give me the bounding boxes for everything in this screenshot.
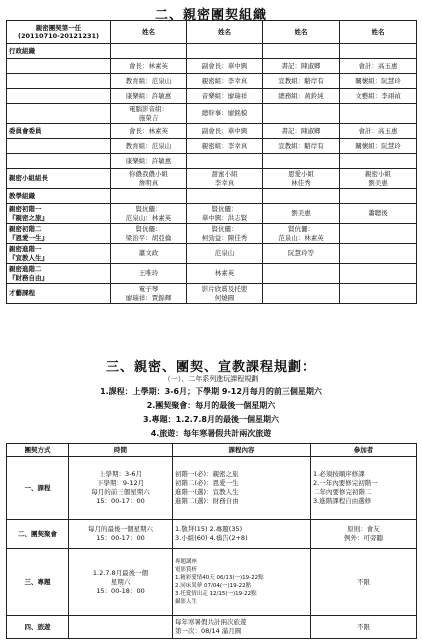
org-row bbox=[7, 104, 417, 124]
row-label: 親密初階二 『恩愛一生』 bbox=[7, 224, 111, 244]
org-cell: 你儂我儂小組 詹明真 bbox=[111, 169, 187, 189]
org-cell: 會長：林素英 bbox=[111, 124, 187, 139]
org-cell bbox=[111, 189, 187, 204]
rule-1: 1.課程：上學期：3-6月；下學期 9-12月每月的前三個星期六 bbox=[100, 387, 322, 396]
org-cell bbox=[340, 44, 417, 59]
row-label: 親密進階二 『財務自由』 bbox=[7, 264, 111, 284]
org-cell: 蕭文政 bbox=[111, 244, 187, 264]
name-header: 姓名 bbox=[340, 21, 417, 44]
name-header: 姓名 bbox=[263, 21, 340, 44]
org-cell bbox=[340, 189, 417, 204]
curriculum-time: 每月的最後一個星期六 15：00-17：00 bbox=[69, 520, 173, 549]
org-row bbox=[7, 154, 417, 169]
org-cell: 關懷組：阮慧玲 bbox=[340, 139, 417, 154]
org-cell bbox=[340, 284, 417, 304]
org-row bbox=[7, 124, 417, 139]
org-cell: 康樂組：許敏惠 bbox=[111, 89, 187, 104]
row-label bbox=[7, 89, 111, 104]
org-cell: 劉美惠 bbox=[263, 204, 340, 224]
org-cell: 副會長：華中興 bbox=[187, 124, 263, 139]
row-label bbox=[7, 104, 111, 124]
name-header: 姓名 bbox=[111, 21, 187, 44]
curriculum-row bbox=[7, 520, 417, 549]
row-label bbox=[7, 139, 111, 154]
header-participants: 參加者 bbox=[311, 444, 417, 457]
org-cell: 蕭聰後 bbox=[340, 204, 417, 224]
section3-title: 三、親密、團契、宣教課程規劃： bbox=[105, 360, 316, 375]
curriculum-content: 初階一(必)：親密之旅 初階二(必)：恩愛一生 進階一(選)：宣教人生 進階二(選)：財務自由 bbox=[173, 457, 311, 520]
section3-subtitle: （一）、二年系列進玩課程規劃 bbox=[163, 375, 259, 383]
row-label: 教學組織 bbox=[7, 189, 111, 204]
org-row bbox=[7, 59, 417, 74]
org-cell bbox=[263, 44, 340, 59]
term-title: 親密團契第一任 bbox=[35, 23, 82, 32]
org-row bbox=[7, 264, 417, 284]
rule-3: 3.專題：1.2.7.8月的最後一個星期六 bbox=[143, 415, 279, 424]
org-cell: 電子琴 廖瑞祥：賈錦輝 bbox=[111, 284, 187, 304]
org-row bbox=[7, 244, 417, 264]
curriculum-content: 每年寒暑假共計兩次旅遊 第一次：08/14 滿月圓 bbox=[173, 616, 311, 639]
org-cell: 恩愛小組 林佳秀 bbox=[263, 169, 340, 189]
org-cell: 王唯玲 bbox=[111, 264, 187, 284]
org-cell: 康樂組：許敏惠 bbox=[111, 154, 187, 169]
row-label: 委員會委員 bbox=[7, 124, 111, 139]
curriculum-time: 1.2.7.8月最後一個 星期六 15：00-18：00 bbox=[69, 549, 173, 616]
org-cell: 賢伉儷： 梁治平：胡亞倫 bbox=[111, 224, 187, 244]
org-cell bbox=[111, 44, 187, 59]
row-label: 才藝課程 bbox=[7, 284, 111, 304]
org-cell: 林素英 bbox=[187, 264, 263, 284]
org-row bbox=[7, 284, 417, 304]
org-cell: 關懷組：阮慧玲 bbox=[340, 74, 417, 89]
org-cell: 賢伉儷： 柯勁益：陳佳秀 bbox=[187, 224, 263, 244]
curriculum-row bbox=[7, 616, 417, 639]
curriculum-time: 上學期：3-6月 下學期：9-12月 每月的前三個星期六 15：00-17：00 bbox=[69, 457, 173, 520]
org-cell: 教育組：范泉山 bbox=[111, 139, 187, 154]
curriculum-type: 四、旅遊 bbox=[7, 616, 69, 639]
org-cell: 文藝組：李翊禎 bbox=[340, 89, 417, 104]
row-label bbox=[7, 74, 111, 89]
org-cell bbox=[263, 189, 340, 204]
org-cell bbox=[263, 284, 340, 304]
org-cell bbox=[340, 154, 417, 169]
org-cell bbox=[340, 244, 417, 264]
org-cell: 親密組：李幸真 bbox=[187, 139, 263, 154]
row-label: 親密小組組長 bbox=[7, 169, 111, 189]
org-cell: 親密小組 劉美惠 bbox=[340, 169, 417, 189]
curriculum-participants: 原則：會友 例外：可旁聽 bbox=[311, 520, 417, 549]
org-cell: 會計：高玉惠 bbox=[340, 59, 417, 74]
curriculum-participants: 不限 bbox=[311, 616, 417, 639]
org-cell: 會長：林素英 bbox=[111, 59, 187, 74]
term-label bbox=[7, 21, 111, 44]
curriculum-row bbox=[7, 457, 417, 520]
org-row bbox=[7, 224, 417, 244]
name-header: 姓名 bbox=[187, 21, 263, 44]
row-label: 行政組織 bbox=[7, 44, 111, 59]
header-type: 團契方式 bbox=[7, 444, 69, 457]
org-row bbox=[7, 169, 417, 189]
curriculum-time bbox=[69, 616, 173, 639]
section2-title: 二、親密團契組織 bbox=[154, 8, 267, 23]
org-cell bbox=[263, 104, 340, 124]
curriculum-content: 1.敬拜(15) 2.專題(35) 3.小組(60) 4.禱告(2+8) bbox=[173, 520, 311, 549]
org-row bbox=[7, 74, 417, 89]
org-cell bbox=[187, 189, 263, 204]
org-cell: 書記：陳淑卿 bbox=[263, 59, 340, 74]
org-cell: 影片欣賞及托嬰 何燒圓 bbox=[187, 284, 263, 304]
org-cell: 會計：高玉惠 bbox=[340, 124, 417, 139]
org-row bbox=[7, 189, 417, 204]
org-cell: 教育組：范泉山 bbox=[111, 74, 187, 89]
org-row bbox=[7, 44, 417, 59]
curriculum-type: 二、團契聚會 bbox=[7, 520, 69, 549]
org-cell: 甜蜜小組 李幸真 bbox=[187, 169, 263, 189]
row-label bbox=[7, 154, 111, 169]
org-cell: 音樂組：廖瑞祥 bbox=[187, 89, 263, 104]
org-cell: 總幹事：廖銘模 bbox=[187, 104, 263, 124]
org-cell bbox=[340, 104, 417, 124]
rule-4: 4.旅遊：每年寒暑假共計兩次旅遊 bbox=[150, 429, 272, 438]
org-cell bbox=[263, 264, 340, 284]
header-time: 時間 bbox=[69, 444, 173, 457]
header-content: 課程內容 bbox=[173, 444, 311, 457]
org-cell: 賢伉儷： 范泉山：林素英 bbox=[111, 204, 187, 224]
curriculum-content: 專題講座 電影賞析 1.精彩愛情40天 06/13(一)19-22點 2.同床異夢 07/04(一)19-22點 3.托愛情出走 12/15(一)19-22點 攝影人生 bbox=[173, 549, 311, 616]
row-label bbox=[7, 59, 111, 74]
org-cell: 阮慧玲等 bbox=[263, 244, 340, 264]
row-label: 親密初階一 『親密之旅』 bbox=[7, 204, 111, 224]
org-cell: 電腦影音組： 施榮吉 bbox=[111, 104, 187, 124]
org-row bbox=[7, 139, 417, 154]
org-cell: 副會長：華中興 bbox=[187, 59, 263, 74]
org-cell: 賢伉儷： 范泉山：林素英 bbox=[263, 224, 340, 244]
org-cell bbox=[340, 224, 417, 244]
org-cell bbox=[263, 154, 340, 169]
row-label: 親密進階一 『宣教人生』 bbox=[7, 244, 111, 264]
org-cell: 范泉山 bbox=[187, 244, 263, 264]
org-cell bbox=[187, 154, 263, 169]
org-cell bbox=[187, 44, 263, 59]
org-row bbox=[7, 204, 417, 224]
org-cell: 書記：陳淑卿 bbox=[263, 124, 340, 139]
curriculum-type: 三、專題 bbox=[7, 549, 69, 616]
curriculum-participants: 1.必須按順序修課 2.一年內要修完初階一 二年內要修完初階二 3.進階課程自由選修 bbox=[311, 457, 417, 520]
organization-table bbox=[6, 20, 417, 304]
org-cell bbox=[340, 264, 417, 284]
curriculum-row bbox=[7, 549, 417, 616]
org-header-row bbox=[7, 21, 417, 44]
org-cell: 宣教組：駱岸有 bbox=[263, 139, 340, 154]
org-cell: 親密組：李幸真 bbox=[187, 74, 263, 89]
term-dates: (20110710-20121231) bbox=[17, 32, 99, 40]
org-cell: 宣教組：駱岸有 bbox=[263, 74, 340, 89]
org-cell: 賢伉儷： 華中興：洪志賢 bbox=[187, 204, 263, 224]
curriculum-type: 一、課程 bbox=[7, 457, 69, 520]
rule-2: 2.團契聚會：每月的最後一個星期六 bbox=[146, 401, 276, 410]
curriculum-participants: 不限 bbox=[311, 549, 417, 616]
org-cell: 總務組：黃鈴純 bbox=[263, 89, 340, 104]
org-row bbox=[7, 89, 417, 104]
curriculum-table bbox=[6, 443, 417, 639]
